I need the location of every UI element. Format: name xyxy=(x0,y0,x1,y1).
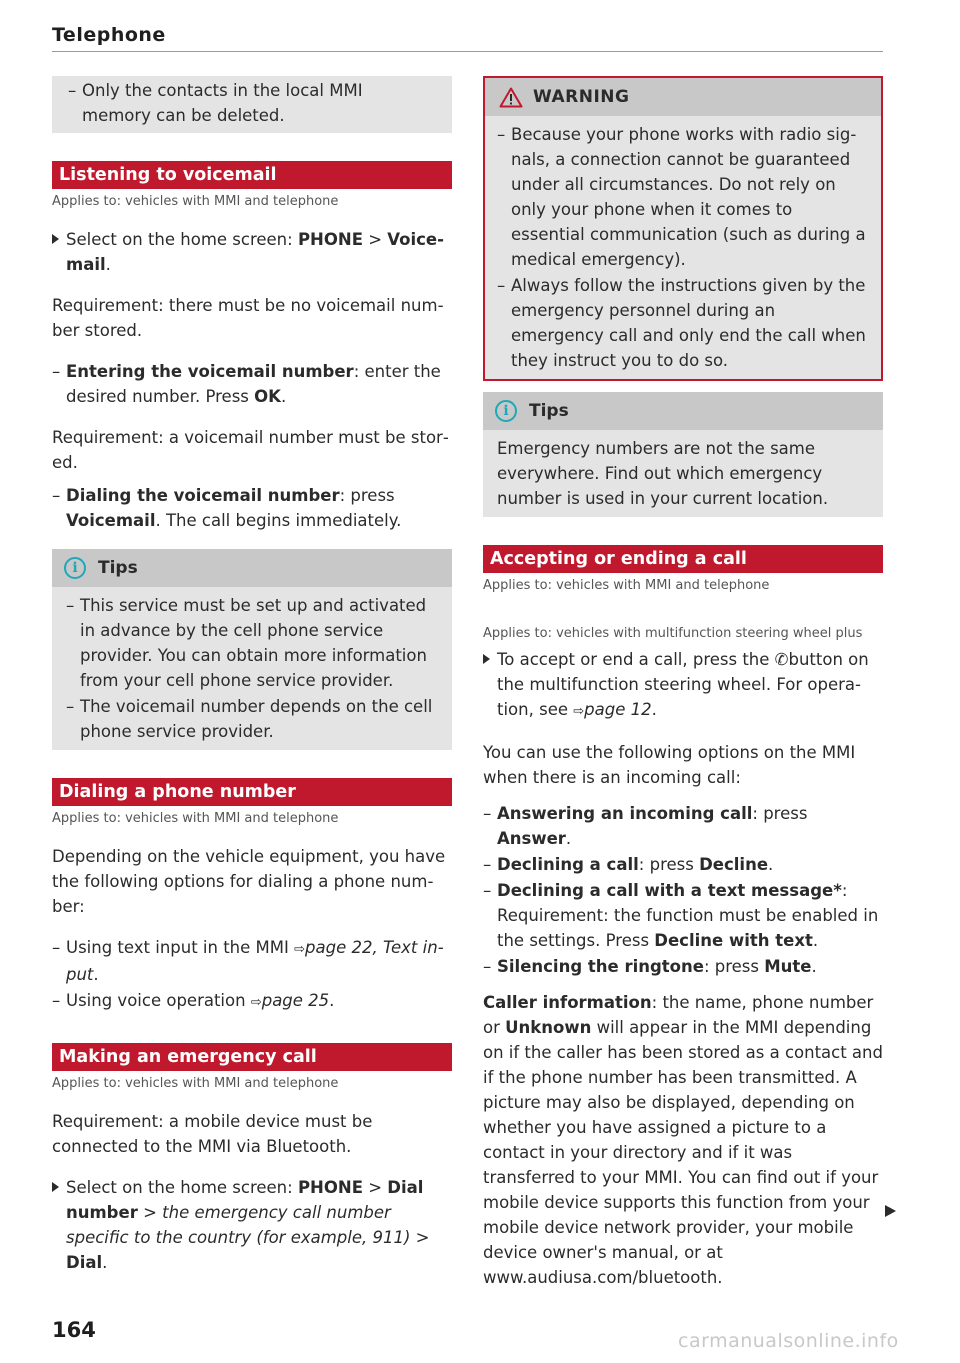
tips-box-left xyxy=(52,549,452,750)
tips-box-right xyxy=(483,392,883,517)
warning-body xyxy=(485,116,881,379)
emergency-requirement: Requirement: a mobile device must be connected to the MMI via Bluetooth. xyxy=(52,1112,373,1156)
accepting-applies: Applies to: vehicles with MMI and telephone xyxy=(483,578,770,593)
info-icon: i xyxy=(495,400,517,422)
tips-header: i Tips xyxy=(483,392,883,430)
page-reference-link[interactable]: page 12 xyxy=(584,700,652,719)
accepting-step: To accept or end a call, press the ✆button on the multifunction steering wheel. For operation, see ⇨page 12. xyxy=(483,647,883,724)
note-text: – Only the contacts in the local MMI memory can be deleted. xyxy=(68,78,436,128)
warning-item: – Always follow the instructions given by the emergency personnel during an emergency call and only end the call when they instruct you to do so. xyxy=(497,273,869,373)
step-arrow-icon xyxy=(52,1182,59,1192)
dialing-heading: Dialing a phone number xyxy=(52,778,452,806)
voicemail-requirement-2: Requirement: a voicemail number must be stored. xyxy=(52,428,449,472)
dialing-option-text-input: – Using text input in the MMI ⇨page 22, Text input. xyxy=(52,935,452,987)
dialing-option-voice: – Using voice operation ⇨page 25. xyxy=(52,988,452,1015)
page-reference-link[interactable]: page 25 xyxy=(261,991,330,1010)
right-column xyxy=(483,76,883,1290)
tips-item: – The voicemail number depends on the cell phone service provider. xyxy=(66,694,438,744)
header-divider xyxy=(52,51,883,52)
page-header-title: Telephone xyxy=(52,24,166,46)
step-arrow-icon xyxy=(52,234,59,244)
tips-body xyxy=(52,587,452,750)
tips-body xyxy=(483,430,883,517)
voicemail-requirement-1: Requirement: there must be no voicemail number stored. xyxy=(52,296,444,340)
watermark: carmanualsonline.info xyxy=(678,1330,899,1352)
tips-header: i Tips xyxy=(52,549,452,587)
phone-handset-icon: ✆ xyxy=(774,650,789,669)
warning-header: WARNING xyxy=(485,78,881,116)
page-number: 164 xyxy=(52,1318,96,1342)
cross-reference-arrow-icon: ⇨ xyxy=(294,942,306,957)
accepting-intro: You can use the following options on the MMI when there is an incoming call: xyxy=(483,743,856,787)
caller-information: Caller information: the name, phone number or Unknown will appear in the MMI depending on if the caller has been stored as a contact and if the phone number has been transmitted. A picture may also be displayed, depending on whether you have assigned a picture to a contact in your directory and if it was transferred to your MMI. You can find out if your mobile device supports this function from your mobile device network provider, your mobile device owner's manual, or at www.audiusa.com/bluetooth. xyxy=(483,993,883,1287)
dialing-intro: Depending on the vehicle equipment, you have the following options for dialing a phone number: xyxy=(52,847,446,916)
left-column xyxy=(52,76,452,1275)
accepting-option-answer: – Answering an incoming call: press Answer. xyxy=(483,801,883,851)
dialing-applies: Applies to: vehicles with MMI and telephone xyxy=(52,811,339,826)
page-reference-link[interactable]: page 22, Text input xyxy=(66,938,444,984)
warning-triangle-icon xyxy=(499,87,523,108)
voicemail-applies: Applies to: vehicles with MMI and telephone xyxy=(52,194,339,209)
step-arrow-icon xyxy=(483,654,490,664)
emergency-heading: Making an emergency call xyxy=(52,1043,452,1071)
cross-reference-arrow-icon: ⇨ xyxy=(573,704,585,719)
accepting-option-decline-text: – Declining a call with a text message*: Requirement: the function must be enabled in the settings. Press Decline with text. xyxy=(483,878,883,953)
emergency-applies: Applies to: vehicles with MMI and telephone xyxy=(52,1076,339,1091)
cross-reference-arrow-icon: ⇨ xyxy=(250,995,262,1010)
voicemail-step: Select on the home screen: PHONE > Voicemail. xyxy=(52,227,452,277)
voicemail-heading: Listening to voicemail xyxy=(52,161,452,189)
accepting-applies-steering: Applies to: vehicles with multifunction steering wheel plus xyxy=(483,626,863,641)
note-box xyxy=(52,76,452,133)
warning-item: – Because your phone works with radio signals, a connection cannot be guaranteed under all circumstances. Do not rely on only your phone when it comes to essential communication (such as during a medical emergency). xyxy=(497,122,869,272)
tips-item: – This service must be set up and activated in advance by the cell phone service provider. You can obtain more information from your cell phone service provider. xyxy=(66,593,438,693)
voicemail-enter-item: – Entering the voicemail number: enter the desired number. Press OK. xyxy=(52,359,452,409)
emergency-step: Select on the home screen: PHONE > Dial number > the emergency call number specific to the country (for example, 911) > Dial. xyxy=(52,1175,452,1275)
accepting-option-mute: – Silencing the ringtone: press Mute. xyxy=(483,954,883,979)
info-icon: i xyxy=(64,557,86,579)
accepting-option-decline: – Declining a call: press Decline. xyxy=(483,852,883,877)
accepting-heading: Accepting or ending a call xyxy=(483,545,883,573)
tips-text: Emergency numbers are not the same everywhere. Find out which emergency number is used in your current location. xyxy=(497,439,829,508)
continue-arrow-icon xyxy=(885,1205,896,1217)
voicemail-dial-item: – Dialing the voicemail number: press Voicemail. The call begins immediately. xyxy=(52,483,452,533)
warning-box xyxy=(483,76,883,381)
